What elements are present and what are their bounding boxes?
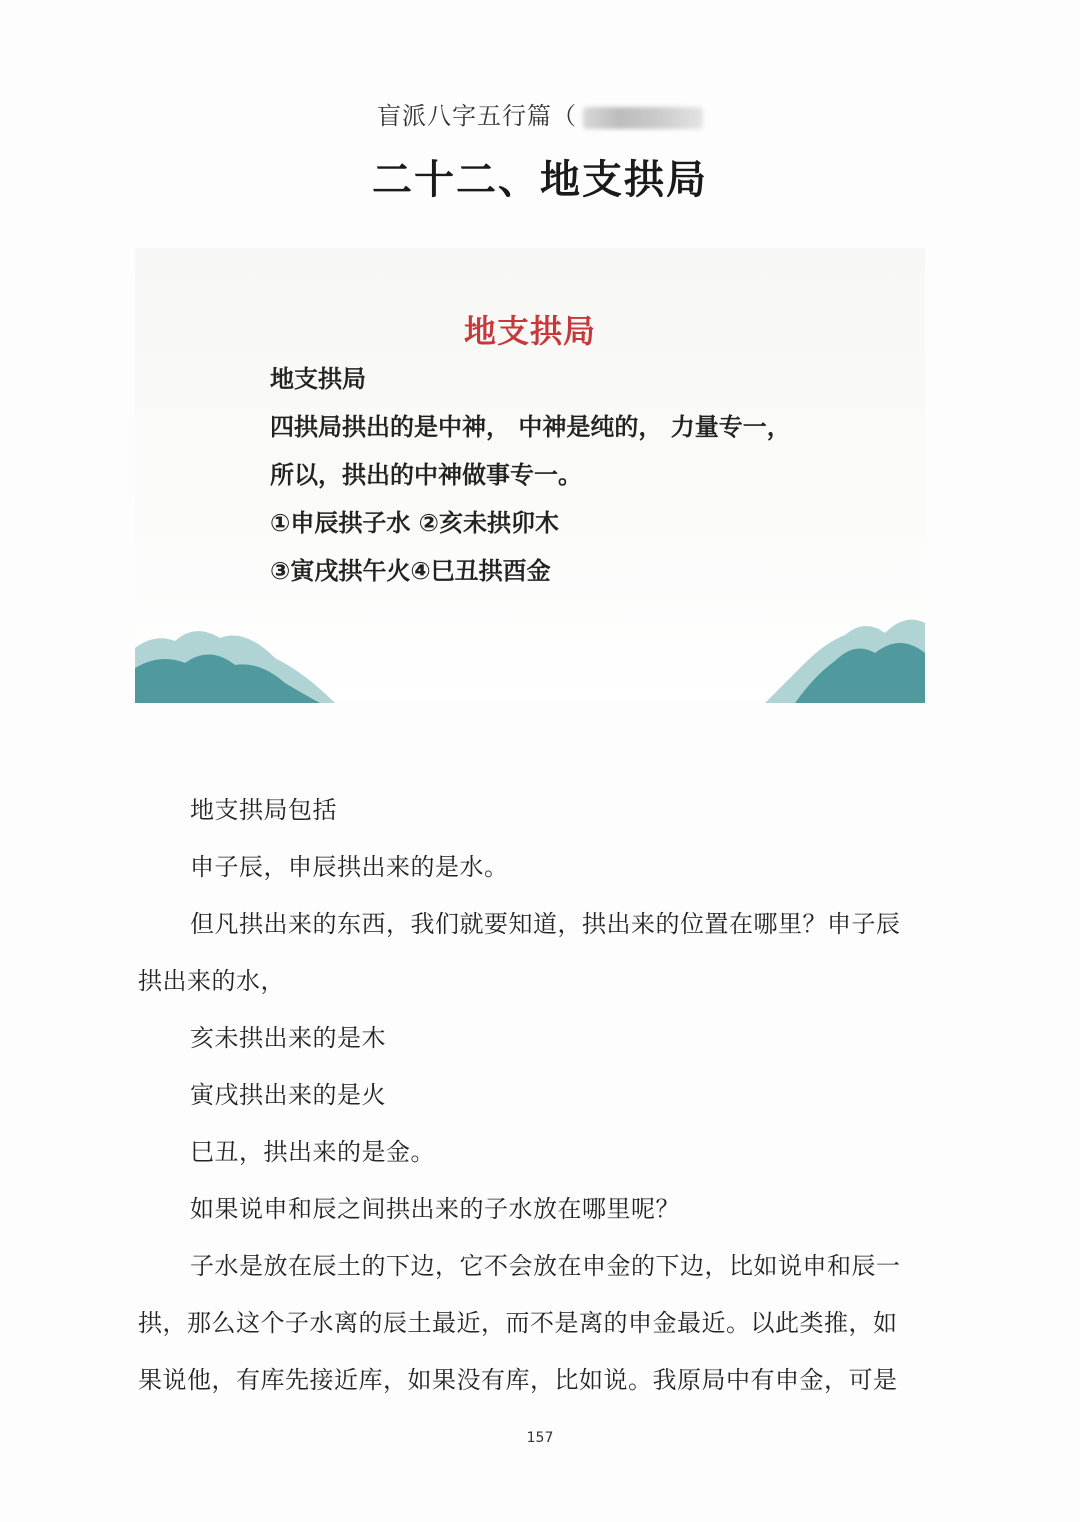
paragraph: 巳丑，拱出来的是金。 bbox=[190, 1138, 435, 1166]
slide-text bbox=[270, 360, 890, 600]
mountain-decoration bbox=[135, 603, 925, 703]
paragraph-continuation: 拱，那么这个子水离的辰土最近，而不是离的申金最近。以此类推，如 bbox=[138, 1309, 898, 1337]
paragraph: 申子辰，申辰拱出来的是水。 bbox=[190, 853, 509, 881]
paragraph: 寅戌拱出来的是火 bbox=[190, 1081, 386, 1109]
paragraph-continuation: 拱出来的水， bbox=[138, 967, 285, 995]
slide-line: 所以，拱出的中神做事专一。 bbox=[270, 461, 582, 489]
slide-image bbox=[135, 248, 925, 703]
paragraph: 亥未拱出来的是木 bbox=[190, 1024, 386, 1052]
body-text bbox=[138, 782, 938, 1409]
chapter-title: 二十二、地支拱局 bbox=[372, 156, 708, 203]
paragraph: 子水是放在辰土的下边，它不会放在申金的下边，比如说申和辰一 bbox=[190, 1252, 901, 1280]
slide-line: 地支拱局 bbox=[270, 365, 366, 393]
page-number: 157 bbox=[526, 1430, 554, 1446]
slide-title: 地支拱局 bbox=[463, 312, 596, 350]
running-title: 盲派八字五行篇（ bbox=[377, 102, 577, 130]
running-header bbox=[0, 96, 1080, 131]
paragraph: 但凡拱出来的东西，我们就要知道，拱出来的位置在哪里？申子辰 bbox=[190, 910, 901, 938]
paragraph-continuation: 果说他，有库先接近库，如果没有库，比如说。我原局中有申金，可是 bbox=[138, 1366, 898, 1394]
paragraph: 如果说申和辰之间拱出来的子水放在哪里呢？ bbox=[190, 1195, 680, 1223]
slide-line: ③寅戌拱午火④巳丑拱酉金 bbox=[270, 557, 551, 585]
slide-line: ①申辰拱子水 ②亥未拱卯木 bbox=[270, 509, 559, 537]
slide-line: 四拱局拱出的是中神， 中神是纯的， 力量专一， bbox=[270, 413, 791, 441]
paragraph: 地支拱局包括 bbox=[190, 796, 337, 824]
redacted-blur bbox=[583, 107, 703, 129]
